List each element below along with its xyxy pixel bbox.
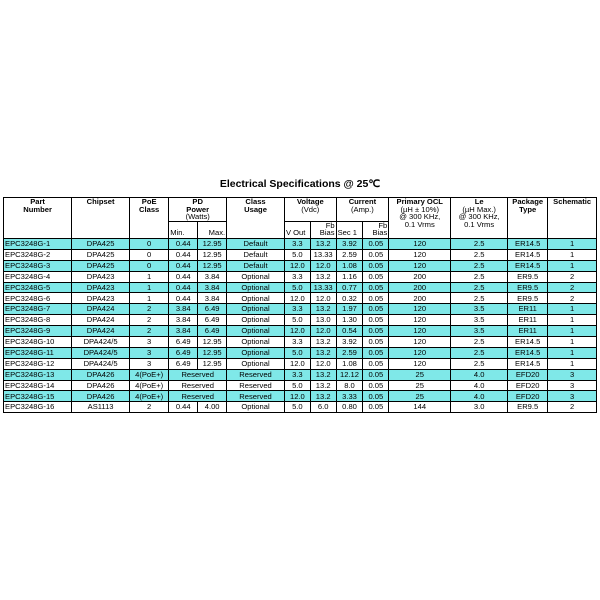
package-type-cell: ER9.5 bbox=[508, 271, 548, 282]
voltage-fb-bias-cell: 12.0 bbox=[310, 260, 336, 271]
chipset-cell: DPA424 bbox=[72, 304, 130, 315]
le-cell: 2.5 bbox=[451, 238, 508, 249]
table-row bbox=[4, 315, 597, 326]
part-number-cell: EPC3248G-9 bbox=[4, 326, 72, 337]
table-row bbox=[4, 271, 597, 282]
current-fb-bias-cell: 0.05 bbox=[363, 260, 389, 271]
package-type-cell: EFD20 bbox=[508, 369, 548, 380]
package-type-cell: ER14.5 bbox=[508, 249, 548, 260]
current-fb-bias-cell: 0.05 bbox=[363, 358, 389, 369]
chipset-cell: DPA425 bbox=[72, 260, 130, 271]
primary-ocl-cell: 200 bbox=[389, 282, 451, 293]
part-number-cell: EPC3248G-13 bbox=[4, 369, 72, 380]
part-number-cell: EPC3248G-3 bbox=[4, 260, 72, 271]
poe-class-cell: 2 bbox=[130, 304, 169, 315]
primary-ocl-cell: 120 bbox=[389, 326, 451, 337]
voltage-out-cell: 3.3 bbox=[284, 369, 310, 380]
part-number-cell: EPC3248G-8 bbox=[4, 315, 72, 326]
poe-class-cell: 1 bbox=[130, 293, 169, 304]
table-row bbox=[4, 369, 597, 380]
current-sec1-cell: 3.92 bbox=[336, 336, 363, 347]
package-type-cell: EFD20 bbox=[508, 380, 548, 391]
current-fb-bias-cell: 0.05 bbox=[363, 380, 389, 391]
current-sec1-cell: 1.08 bbox=[336, 358, 363, 369]
voltage-fb-bias-cell: 13.2 bbox=[310, 238, 336, 249]
header-package-type: Package Type bbox=[508, 198, 548, 239]
primary-ocl-cell: 200 bbox=[389, 271, 451, 282]
pd-max-cell: 12.95 bbox=[198, 336, 227, 347]
current-sec1-cell: 0.32 bbox=[336, 293, 363, 304]
pd-power-cell: Reserved bbox=[169, 380, 227, 391]
pd-power-cell: Reserved bbox=[169, 391, 227, 402]
voltage-out-cell: 12.0 bbox=[284, 293, 310, 304]
pd-max-cell: 12.95 bbox=[198, 260, 227, 271]
pd-max-cell: 12.95 bbox=[198, 358, 227, 369]
current-fb-bias-cell: 0.05 bbox=[363, 391, 389, 402]
chipset-cell: DPA424 bbox=[72, 315, 130, 326]
part-number-cell: EPC3248G-4 bbox=[4, 271, 72, 282]
class-usage-cell: Optional bbox=[227, 402, 285, 413]
header-class-usage: Class Usage bbox=[227, 198, 285, 239]
schematic-cell: 2 bbox=[548, 271, 597, 282]
part-number-cell: EPC3248G-16 bbox=[4, 402, 72, 413]
pd-power-cell: Reserved bbox=[169, 369, 227, 380]
package-type-cell: ER14.5 bbox=[508, 358, 548, 369]
le-cell: 3.5 bbox=[451, 315, 508, 326]
schematic-cell: 2 bbox=[548, 293, 597, 304]
part-number-cell: EPC3248G-1 bbox=[4, 238, 72, 249]
class-usage-cell: Optional bbox=[227, 293, 285, 304]
voltage-out-cell: 5.0 bbox=[284, 380, 310, 391]
header-pd-max: Max. bbox=[198, 221, 227, 238]
class-usage-cell: Optional bbox=[227, 358, 285, 369]
pd-min-cell: 0.44 bbox=[169, 260, 198, 271]
table-row bbox=[4, 336, 597, 347]
le-cell: 4.0 bbox=[451, 391, 508, 402]
poe-class-cell: 3 bbox=[130, 347, 169, 358]
pd-max-cell: 12.95 bbox=[198, 347, 227, 358]
le-cell: 2.5 bbox=[451, 358, 508, 369]
header-current: Current (Amp.) bbox=[336, 198, 389, 222]
le-cell: 2.5 bbox=[451, 260, 508, 271]
part-number-cell: EPC3248G-12 bbox=[4, 358, 72, 369]
schematic-cell: 1 bbox=[548, 249, 597, 260]
table-row bbox=[4, 402, 597, 413]
schematic-cell: 3 bbox=[548, 380, 597, 391]
voltage-out-cell: 5.0 bbox=[284, 249, 310, 260]
table-row bbox=[4, 391, 597, 402]
poe-class-cell: 0 bbox=[130, 238, 169, 249]
schematic-cell: 3 bbox=[548, 369, 597, 380]
schematic-cell: 1 bbox=[548, 347, 597, 358]
pd-min-cell: 0.44 bbox=[169, 293, 198, 304]
class-usage-cell: Default bbox=[227, 249, 285, 260]
package-type-cell: EFD20 bbox=[508, 391, 548, 402]
primary-ocl-cell: 120 bbox=[389, 304, 451, 315]
class-usage-cell: Default bbox=[227, 260, 285, 271]
pd-max-cell: 3.84 bbox=[198, 282, 227, 293]
voltage-out-cell: 12.0 bbox=[284, 260, 310, 271]
primary-ocl-cell: 120 bbox=[389, 238, 451, 249]
chipset-cell: DPA424 bbox=[72, 326, 130, 337]
pd-max-cell: 3.84 bbox=[198, 271, 227, 282]
table-title: Electrical Specifications @ 25℃ bbox=[219, 178, 381, 190]
chipset-cell: DPA423 bbox=[72, 271, 130, 282]
voltage-out-cell: 5.0 bbox=[284, 282, 310, 293]
current-fb-bias-cell: 0.05 bbox=[363, 249, 389, 260]
current-sec1-cell: 3.33 bbox=[336, 391, 363, 402]
le-cell: 2.5 bbox=[451, 249, 508, 260]
voltage-fb-bias-cell: 13.2 bbox=[310, 391, 336, 402]
pd-min-cell: 3.84 bbox=[169, 304, 198, 315]
voltage-fb-bias-cell: 12.0 bbox=[310, 326, 336, 337]
pd-max-cell: 6.49 bbox=[198, 326, 227, 337]
current-fb-bias-cell: 0.05 bbox=[363, 304, 389, 315]
pd-min-cell: 6.49 bbox=[169, 336, 198, 347]
primary-ocl-cell: 120 bbox=[389, 336, 451, 347]
voltage-out-cell: 3.3 bbox=[284, 271, 310, 282]
header-i-fb-bias: Fb Bias bbox=[363, 221, 389, 238]
voltage-fb-bias-cell: 13.33 bbox=[310, 282, 336, 293]
package-type-cell: ER14.5 bbox=[508, 336, 548, 347]
poe-class-cell: 3 bbox=[130, 358, 169, 369]
voltage-out-cell: 12.0 bbox=[284, 391, 310, 402]
table-row bbox=[4, 380, 597, 391]
pd-min-cell: 0.44 bbox=[169, 249, 198, 260]
header-poe-class: PoE Class bbox=[130, 198, 169, 239]
class-usage-cell: Reserved bbox=[227, 391, 285, 402]
chipset-cell: DPA426 bbox=[72, 380, 130, 391]
current-sec1-cell: 2.59 bbox=[336, 249, 363, 260]
voltage-fb-bias-cell: 13.2 bbox=[310, 347, 336, 358]
pd-min-cell: 6.49 bbox=[169, 358, 198, 369]
current-fb-bias-cell: 0.05 bbox=[363, 347, 389, 358]
electrical-spec-table bbox=[3, 197, 597, 413]
header-sec1: Sec 1 bbox=[336, 221, 363, 238]
current-fb-bias-cell: 0.05 bbox=[363, 315, 389, 326]
pd-max-cell: 6.49 bbox=[198, 304, 227, 315]
package-type-cell: ER11 bbox=[508, 315, 548, 326]
header-schematic: Schematic bbox=[548, 198, 597, 239]
package-type-cell: ER14.5 bbox=[508, 347, 548, 358]
voltage-out-cell: 5.0 bbox=[284, 402, 310, 413]
package-type-cell: ER11 bbox=[508, 304, 548, 315]
schematic-cell: 1 bbox=[548, 304, 597, 315]
class-usage-cell: Optional bbox=[227, 326, 285, 337]
current-fb-bias-cell: 0.05 bbox=[363, 326, 389, 337]
header-chipset: Chipset bbox=[72, 198, 130, 239]
pd-min-cell: 0.44 bbox=[169, 282, 198, 293]
primary-ocl-cell: 120 bbox=[389, 260, 451, 271]
current-sec1-cell: 3.92 bbox=[336, 238, 363, 249]
voltage-fb-bias-cell: 6.0 bbox=[310, 402, 336, 413]
primary-ocl-cell: 25 bbox=[389, 369, 451, 380]
pd-max-cell: 6.49 bbox=[198, 315, 227, 326]
current-sec1-cell: 0.80 bbox=[336, 402, 363, 413]
pd-max-cell: 3.84 bbox=[198, 293, 227, 304]
poe-class-cell: 1 bbox=[130, 271, 169, 282]
table-row bbox=[4, 260, 597, 271]
primary-ocl-cell: 120 bbox=[389, 315, 451, 326]
current-sec1-cell: 1.97 bbox=[336, 304, 363, 315]
class-usage-cell: Optional bbox=[227, 271, 285, 282]
table-body bbox=[4, 238, 597, 412]
pd-min-cell: 3.84 bbox=[169, 315, 198, 326]
schematic-cell: 1 bbox=[548, 315, 597, 326]
part-number-cell: EPC3248G-2 bbox=[4, 249, 72, 260]
le-cell: 3.5 bbox=[451, 304, 508, 315]
part-number-cell: EPC3248G-5 bbox=[4, 282, 72, 293]
chipset-cell: DPA424/5 bbox=[72, 347, 130, 358]
package-type-cell: ER9.5 bbox=[508, 402, 548, 413]
le-cell: 2.5 bbox=[451, 347, 508, 358]
pd-min-cell: 0.44 bbox=[169, 238, 198, 249]
poe-class-cell: 0 bbox=[130, 260, 169, 271]
primary-ocl-cell: 200 bbox=[389, 293, 451, 304]
voltage-out-cell: 3.3 bbox=[284, 336, 310, 347]
current-fb-bias-cell: 0.05 bbox=[363, 369, 389, 380]
pd-min-cell: 0.44 bbox=[169, 271, 198, 282]
primary-ocl-cell: 25 bbox=[389, 380, 451, 391]
poe-class-cell: 1 bbox=[130, 282, 169, 293]
class-usage-cell: Reserved bbox=[227, 369, 285, 380]
current-sec1-cell: 1.16 bbox=[336, 271, 363, 282]
schematic-cell: 2 bbox=[548, 282, 597, 293]
package-type-cell: ER14.5 bbox=[508, 238, 548, 249]
chipset-cell: AS1113 bbox=[72, 402, 130, 413]
voltage-fb-bias-cell: 13.2 bbox=[310, 336, 336, 347]
part-number-cell: EPC3248G-15 bbox=[4, 391, 72, 402]
current-sec1-cell: 1.30 bbox=[336, 315, 363, 326]
voltage-out-cell: 12.0 bbox=[284, 326, 310, 337]
chipset-cell: DPA425 bbox=[72, 249, 130, 260]
voltage-fb-bias-cell: 13.33 bbox=[310, 249, 336, 260]
table-row bbox=[4, 293, 597, 304]
table-row bbox=[4, 358, 597, 369]
chipset-cell: DPA423 bbox=[72, 282, 130, 293]
primary-ocl-cell: 120 bbox=[389, 358, 451, 369]
current-fb-bias-cell: 0.05 bbox=[363, 293, 389, 304]
le-cell: 2.5 bbox=[451, 271, 508, 282]
le-cell: 4.0 bbox=[451, 369, 508, 380]
current-sec1-cell: 1.08 bbox=[336, 260, 363, 271]
package-type-cell: ER11 bbox=[508, 326, 548, 337]
table-row bbox=[4, 304, 597, 315]
schematic-cell: 2 bbox=[548, 402, 597, 413]
voltage-fb-bias-cell: 13.2 bbox=[310, 271, 336, 282]
voltage-fb-bias-cell: 12.0 bbox=[310, 358, 336, 369]
poe-class-cell: 4(PoE+) bbox=[130, 369, 169, 380]
class-usage-cell: Optional bbox=[227, 315, 285, 326]
current-sec1-cell: 0.54 bbox=[336, 326, 363, 337]
poe-class-cell: 0 bbox=[130, 249, 169, 260]
primary-ocl-cell: 144 bbox=[389, 402, 451, 413]
poe-class-cell: 2 bbox=[130, 315, 169, 326]
table-row bbox=[4, 249, 597, 260]
voltage-fb-bias-cell: 13.0 bbox=[310, 315, 336, 326]
chipset-cell: DPA424/5 bbox=[72, 358, 130, 369]
pd-min-cell: 0.44 bbox=[169, 402, 198, 413]
le-cell: 4.0 bbox=[451, 380, 508, 391]
voltage-out-cell: 3.3 bbox=[284, 238, 310, 249]
primary-ocl-cell: 25 bbox=[389, 391, 451, 402]
part-number-cell: EPC3248G-11 bbox=[4, 347, 72, 358]
current-fb-bias-cell: 0.05 bbox=[363, 336, 389, 347]
poe-class-cell: 2 bbox=[130, 402, 169, 413]
voltage-fb-bias-cell: 13.2 bbox=[310, 304, 336, 315]
part-number-cell: EPC3248G-6 bbox=[4, 293, 72, 304]
current-sec1-cell: 2.59 bbox=[336, 347, 363, 358]
package-type-cell: ER9.5 bbox=[508, 282, 548, 293]
pd-max-cell: 12.95 bbox=[198, 238, 227, 249]
current-sec1-cell: 12.12 bbox=[336, 369, 363, 380]
chipset-cell: DPA423 bbox=[72, 293, 130, 304]
table-row bbox=[4, 282, 597, 293]
header-pd-min: Min. bbox=[169, 221, 198, 238]
chipset-cell: DPA425 bbox=[72, 238, 130, 249]
header-v-fb-bias: Fb Bias bbox=[310, 221, 336, 238]
package-type-cell: ER14.5 bbox=[508, 260, 548, 271]
header-v-out: V Out bbox=[284, 221, 310, 238]
schematic-cell: 1 bbox=[548, 238, 597, 249]
current-sec1-cell: 8.0 bbox=[336, 380, 363, 391]
class-usage-cell: Optional bbox=[227, 347, 285, 358]
table-row bbox=[4, 347, 597, 358]
part-number-cell: EPC3248G-14 bbox=[4, 380, 72, 391]
class-usage-cell: Reserved bbox=[227, 380, 285, 391]
chipset-cell: DPA426 bbox=[72, 391, 130, 402]
poe-class-cell: 2 bbox=[130, 326, 169, 337]
current-fb-bias-cell: 0.05 bbox=[363, 282, 389, 293]
le-cell: 2.5 bbox=[451, 282, 508, 293]
voltage-out-cell: 5.0 bbox=[284, 315, 310, 326]
package-type-cell: ER9.5 bbox=[508, 293, 548, 304]
pd-max-cell: 4.00 bbox=[198, 402, 227, 413]
class-usage-cell: Optional bbox=[227, 282, 285, 293]
primary-ocl-cell: 120 bbox=[389, 249, 451, 260]
header-primary-ocl: Primary OCL (µH ± 10%) @ 300 KHz, 0.1 Vrms bbox=[389, 198, 451, 239]
header-pd-power: PD Power (Watts) bbox=[169, 198, 227, 222]
voltage-fb-bias-cell: 13.2 bbox=[310, 369, 336, 380]
current-sec1-cell: 0.77 bbox=[336, 282, 363, 293]
schematic-cell: 3 bbox=[548, 391, 597, 402]
part-number-cell: EPC3248G-10 bbox=[4, 336, 72, 347]
table-row bbox=[4, 326, 597, 337]
poe-class-cell: 4(PoE+) bbox=[130, 391, 169, 402]
chipset-cell: DPA424/5 bbox=[72, 336, 130, 347]
pd-min-cell: 3.84 bbox=[169, 326, 198, 337]
le-cell: 3.0 bbox=[451, 402, 508, 413]
schematic-cell: 1 bbox=[548, 260, 597, 271]
voltage-fb-bias-cell: 13.2 bbox=[310, 380, 336, 391]
chipset-cell: DPA426 bbox=[72, 369, 130, 380]
header-voltage: Voltage (Vdc) bbox=[284, 198, 336, 222]
voltage-out-cell: 5.0 bbox=[284, 347, 310, 358]
pd-min-cell: 6.49 bbox=[169, 347, 198, 358]
header-part-number: Part Number bbox=[4, 198, 72, 239]
class-usage-cell: Optional bbox=[227, 304, 285, 315]
le-cell: 2.5 bbox=[451, 336, 508, 347]
voltage-out-cell: 3.3 bbox=[284, 304, 310, 315]
poe-class-cell: 3 bbox=[130, 336, 169, 347]
poe-class-cell: 4(PoE+) bbox=[130, 380, 169, 391]
schematic-cell: 1 bbox=[548, 336, 597, 347]
current-fb-bias-cell: 0.05 bbox=[363, 271, 389, 282]
class-usage-cell: Optional bbox=[227, 336, 285, 347]
header-le: Le (µH Max.) @ 300 KHz, 0.1 Vrms bbox=[451, 198, 508, 239]
part-number-cell: EPC3248G-7 bbox=[4, 304, 72, 315]
class-usage-cell: Default bbox=[227, 238, 285, 249]
voltage-out-cell: 12.0 bbox=[284, 358, 310, 369]
schematic-cell: 1 bbox=[548, 358, 597, 369]
current-fb-bias-cell: 0.05 bbox=[363, 402, 389, 413]
pd-max-cell: 12.95 bbox=[198, 249, 227, 260]
le-cell: 3.5 bbox=[451, 326, 508, 337]
primary-ocl-cell: 120 bbox=[389, 347, 451, 358]
schematic-cell: 1 bbox=[548, 326, 597, 337]
voltage-fb-bias-cell: 12.0 bbox=[310, 293, 336, 304]
current-fb-bias-cell: 0.05 bbox=[363, 238, 389, 249]
table-row bbox=[4, 238, 597, 249]
le-cell: 2.5 bbox=[451, 293, 508, 304]
